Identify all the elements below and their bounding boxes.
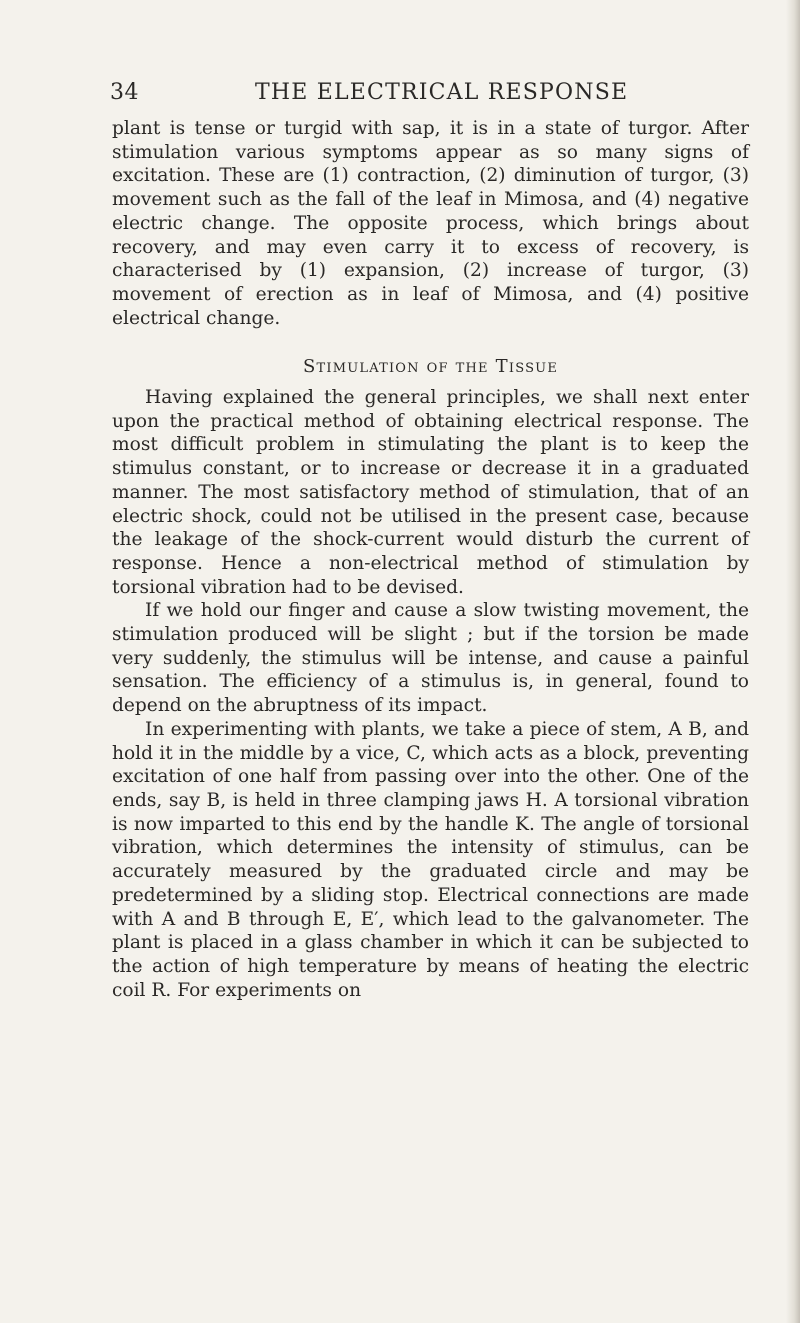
page-body: [112, 117, 749, 1002]
paragraph-experiment: In experimenting with plants, we take a piece of stem, A B, and hold it in the middle by a vice, C, which acts as a block, preventing excitation of one half from passing over into the other. One of the ends, say B, is held in three clamping jaws H. A torsional vibration is now imparted to this end by the handle K. The angle of torsional vibration, which determines the intensity of stimulus, can be accurately measured by the graduated circle and may be predetermined by a sliding stop. Electrical connections are made with A and B through E, E′, which lead to the galvanometer. The plant is placed in a glass chamber in which it can be subjected to the action of high temperature by means of heating the electric coil R. For experiments on: [112, 718, 749, 1001]
page-header: [110, 80, 754, 112]
page-edge-shadow: [786, 0, 800, 1323]
running-head: THE ELECTRICAL RESPONSE: [255, 80, 629, 105]
section-heading: Stimulation of the Tissue: [302, 356, 559, 378]
paragraph-finger-torsion: If we hold our finger and cause a slow twisting movement, the stimulation produced will be slight ; but if the torsion be made very suddenly, the stimulus will be intense, and cause a painful sensation. The efficiency of a stimulus is, in general, found to depend on the abruptness of its impact.: [112, 600, 749, 717]
paragraph-principles: Having explained the general principles, we shall next enter upon the practical method of obtaining electrical response. The most difficult problem in stimulating the plant is to keep the stimulus constant, or to increase or decrease it in a graduated manner. The most satisfactory method of stimulation, that of an electric shock, could not be utilised in the present case, because the leakage of the shock-current would disturb the current of response. Hence a non-electrical method of stimulation by torsional vibration had to be devised.: [112, 387, 749, 598]
paragraph-turgor: plant is tense or turgid with sap, it is in a state of turgor. After stimulation various symptoms appear as so many signs of excitation. These are (1) contraction, (2) diminution of turgor, (3) movement such as the fall of the leaf in Mimosa, and (4) negative electric change. The opposite process, which brings about recovery, and may even carry it to excess of recovery, is characterised by (1) expansion, (2) increase of turgor, (3) movement of erection as in leaf of Mimosa, and (4) positive electrical change.: [112, 118, 749, 329]
page-number: 34: [110, 80, 139, 105]
